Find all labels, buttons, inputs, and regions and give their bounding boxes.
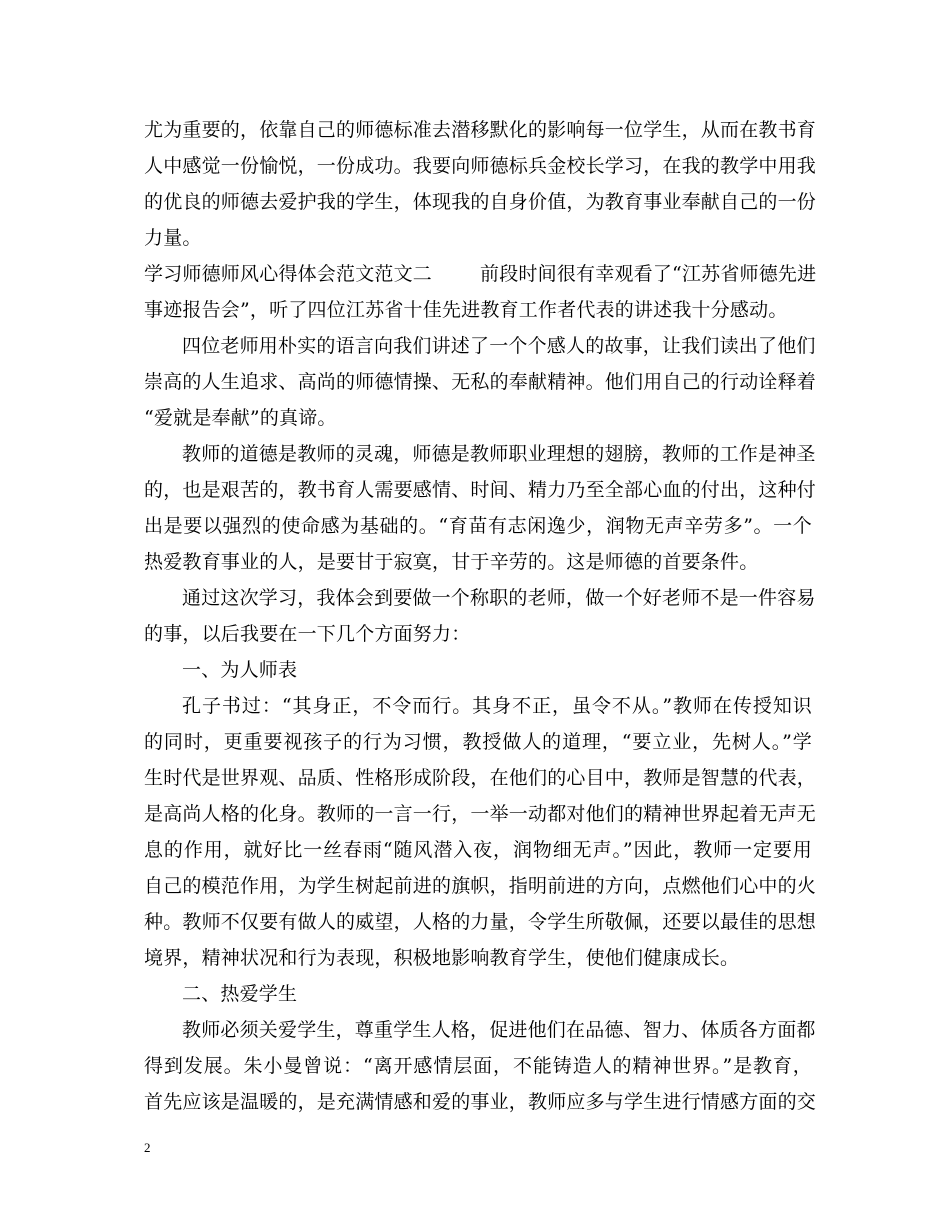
text-line: 一、为人师表 — [182, 659, 298, 681]
text-line: 人中感觉一份愉悦，一份成功。我要向师德标兵金校长学习，在我的教学中用我 — [144, 155, 817, 177]
text-line: 通过这次学习，我体会到要做一个称职的老师，做一个好老师不是一件容易 — [182, 587, 816, 609]
text-line: 四位老师用朴实的语言向我们讲述了一个个感人的故事，让我们读出了他们 — [182, 335, 816, 357]
text-line: 种。教师不仅要有做人的威望，人格的力量，令学生所敬佩，还要以最佳的思想 — [144, 911, 817, 933]
text-line: 出是要以强烈的使命感为基础的。“育苗有志闲逸少，润物无声辛劳多”。一个 — [144, 515, 812, 537]
text-line: 孔子书过：“其身正，不令而行。其身不正，虽令不从。”教师在传授知识 — [182, 695, 812, 717]
text-line: 是高尚人格的化身。教师的一言一行，一举一动都对他们的精神世界起着无声无 — [144, 803, 817, 825]
text-line: 教师必须关爱学生，尊重学生人格，促进他们在品德、智力、体质各方面都 — [182, 1019, 816, 1041]
text-line: 的优良的师德去爱护我的学生，体现我的自身价值，为教育事业奉献自己的一份 — [144, 191, 817, 213]
text-line: 生时代是世界观、品质、性格形成阶段，在他们的心目中，教师是智慧的代表， — [144, 767, 817, 789]
text-line: 的同时，更重要视孩子的行为习惯，教授做人的道理，“要立业，先树人。”学 — [144, 731, 812, 753]
text-line: 自己的模范作用，为学生树起前进的旗帜，指明前进的方向，点燃他们心中的火 — [144, 875, 817, 897]
text-line: 热爱教育事业的人，是要甘于寂寞，甘于辛劳的。这是师德的首要条件。 — [144, 551, 759, 573]
text-line: 息的作用，就好比一丝春雨“随风潜入夜，润物细无声。”因此，教师一定要用 — [144, 839, 812, 861]
text-line: 的事，以后我要在一下几个方面努力： — [144, 623, 471, 645]
text-line: 教师的道德是教师的灵魂，师德是教师职业理想的翅膀，教师的工作是神圣 — [182, 443, 816, 465]
text-line: 崇高的人生追求、高尚的师德情操、无私的奉献精神。他们用自己的行动诠释着 — [144, 371, 817, 393]
section-title-line — [144, 256, 817, 292]
text-line: 力量。 — [144, 227, 202, 249]
text-line: 事迹报告会”，听了四位江苏省十佳先进教育工作者代表的讲述我十分感动。 — [144, 299, 788, 321]
document-body — [144, 112, 817, 1120]
section-title: 学习师德师风心得体会范文范文二 — [144, 263, 433, 285]
text-line: 的，也是艰苦的，教书育人需要感情、时间、精力乃至全部心血的付出，这种付 — [144, 479, 817, 501]
text-line: 二、热爱学生 — [182, 983, 298, 1005]
paragraph-start: 前段时间很有幸观看了“江苏省师德先进 — [480, 263, 817, 285]
text-line: 尤为重要的，依靠自己的师德标准去潜移默化的影响每一位学生，从而在教书育 — [144, 119, 817, 141]
text-line: 首先应该是温暖的，是充满情感和爱的事业，教师应多与学生进行情感方面的交 — [144, 1091, 817, 1113]
text-line: 得到发展。朱小曼曾说：“离开感情层面，不能铸造人的精神世界。”是教育， — [144, 1055, 812, 1077]
text-line: 境界，精神状况和行为表现，积极地影响教育学生，使他们健康成长。 — [144, 947, 740, 969]
text-line: “爱就是奉献”的真谛。 — [144, 407, 337, 429]
page-number: 2 — [144, 1140, 151, 1155]
